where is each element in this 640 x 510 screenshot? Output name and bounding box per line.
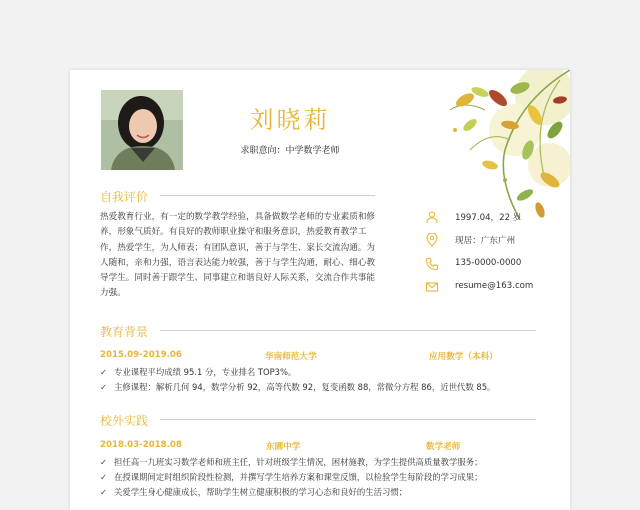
contact-age-text: 1997.04，22 岁	[455, 213, 522, 223]
floral-decoration-icon	[410, 70, 570, 230]
education-major: 应用数学（本科）	[429, 352, 498, 362]
check-icon: ✓	[100, 382, 108, 392]
contact-age	[425, 208, 565, 226]
user-icon	[425, 210, 439, 224]
practice-item: ✓ 在授课期间定时组织阶段性检测，并撰写学生培养方案和课堂反馈，以检验学生每阶段的学习成果；	[100, 472, 483, 482]
education-item: ✓ 专业课程平均成绩 95.1 分，专业排名 TOP3%。	[100, 367, 297, 377]
candidate-name: 刘晓莉	[249, 106, 331, 134]
contact-location-text: 现居：广东广州	[455, 236, 516, 246]
divider	[160, 419, 536, 420]
contact-email-text: resume@163.com	[455, 281, 534, 291]
contact-location	[425, 231, 565, 249]
contact-phone-text: 135-0000-0000	[455, 258, 522, 268]
education-period: 2015.09-2019.06	[100, 350, 182, 360]
education-title: 教育背景	[100, 325, 149, 339]
practice-item: ✓ 担任高一九班实习数学老师和班主任，针对班级学生情况，困材施教，为学生提供高质量教学服务；	[100, 457, 483, 467]
check-icon: ✓	[100, 457, 108, 467]
divider	[160, 195, 375, 196]
practice-item: ✓ 关爱学生身心健康成长，帮助学生树立健康积极的学习心态和良好的生活习惯；	[100, 487, 408, 497]
practice-role: 数学老师	[426, 442, 461, 452]
profile-photo	[101, 90, 183, 170]
contact-email	[425, 278, 565, 296]
self-eval-title: 自我评价	[100, 190, 149, 204]
check-icon: ✓	[100, 487, 108, 497]
phone-icon	[425, 257, 439, 271]
self-eval-text: 热爱教育行业，有一定的数学教学经验，具备做数学老师的专业素质和修养，形象气质好。有良好的教师职业操守和服务意识，热爱教育教学工作，热爱学生，为人师表；有团队意识，善于与学生、家长交流沟通。为人随和，亲和力强，语言表达能力较强，善于与学生沟通，耐心、细心教导学生。同时善于跟学生、同事建立和谐良好人际关系，交流合作共事能力强。	[100, 212, 376, 299]
location-icon	[425, 233, 439, 247]
practice-title: 校外实践	[100, 414, 149, 428]
education-school: 华南师范大学	[265, 352, 317, 362]
practice-org: 东圃中学	[266, 442, 301, 452]
education-item: ✓ 主修课程：解析几何 94，数学分析 92，高等代数 92，复变函数 88，常微分方程 86，近世代数 85。	[100, 382, 496, 392]
resume-page	[70, 70, 570, 510]
practice-period: 2018.03-2018.08	[100, 440, 182, 450]
check-icon: ✓	[100, 472, 108, 482]
contact-phone	[425, 255, 565, 273]
job-intent: 求职意向：中学数学老师	[240, 146, 340, 156]
check-icon: ✓	[100, 367, 108, 377]
mail-icon	[425, 280, 439, 294]
divider	[160, 330, 536, 331]
